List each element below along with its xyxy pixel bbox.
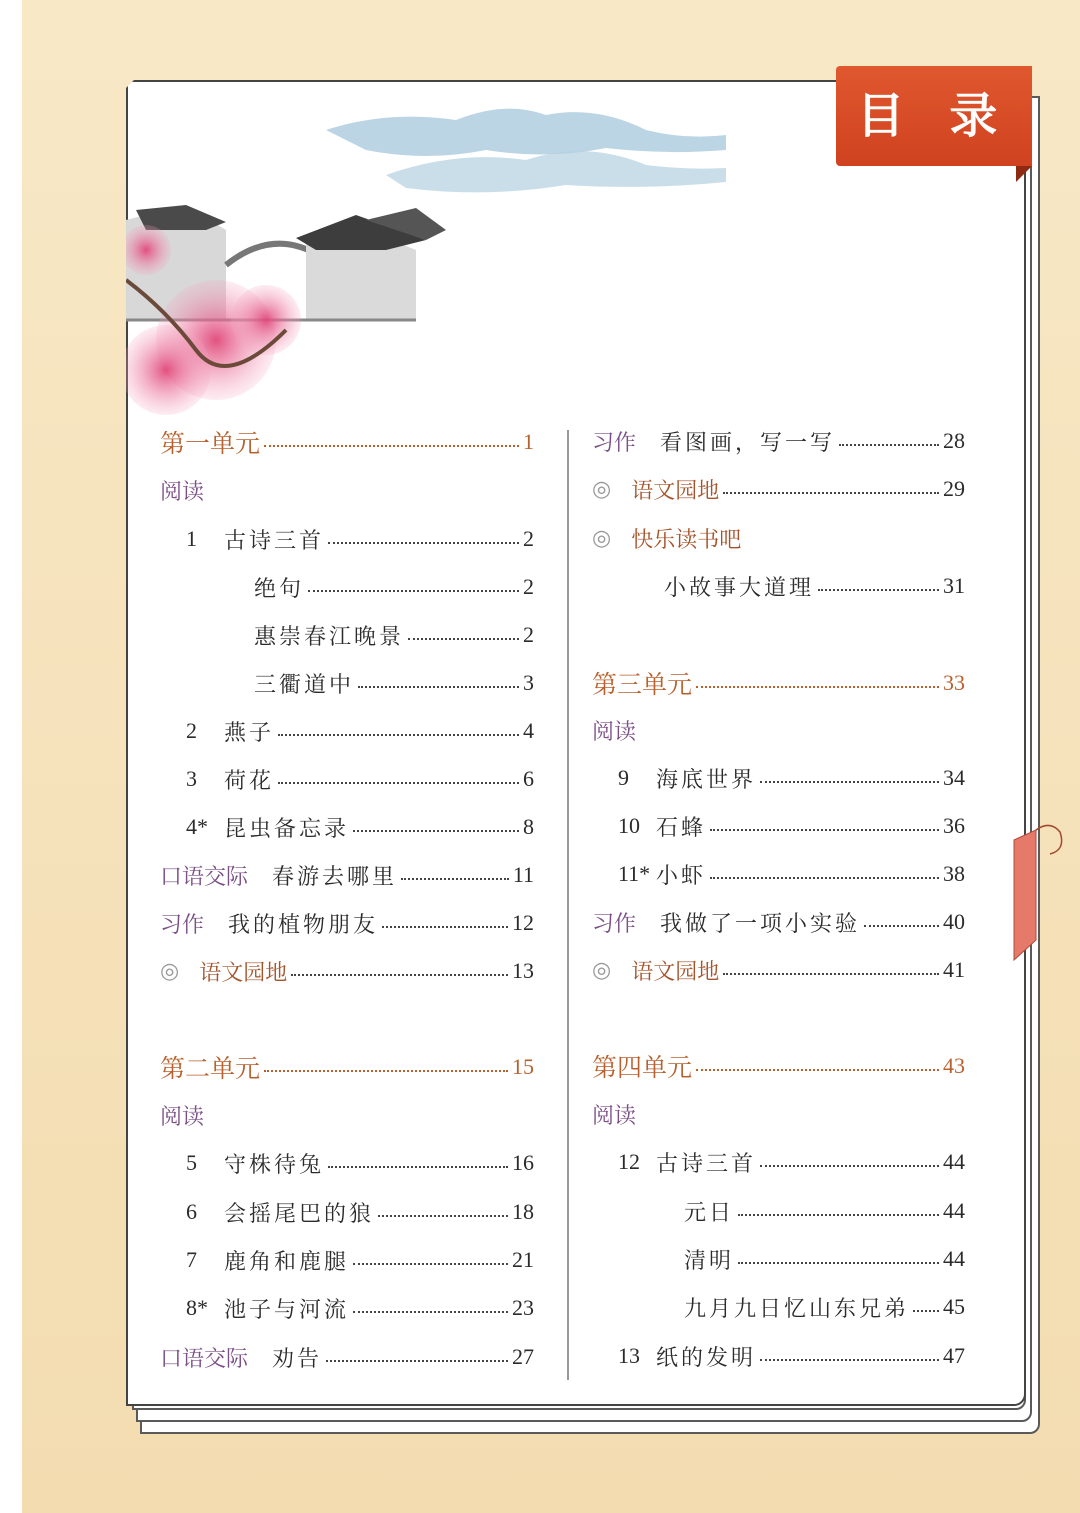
toc-row-unit[interactable] bbox=[160, 422, 534, 462]
entry-title: 看图画，写一写 bbox=[660, 430, 836, 456]
lesson-number: 10 bbox=[618, 813, 640, 838]
entry-title: 鹿角和鹿腿 bbox=[224, 1249, 350, 1275]
dot-leader bbox=[401, 878, 509, 880]
entry-title: 荷花 bbox=[224, 768, 275, 794]
page-number: 11 bbox=[512, 862, 534, 887]
dot-leader bbox=[353, 1311, 508, 1313]
toc-row-lesson[interactable] bbox=[618, 1336, 965, 1376]
page-number: 6 bbox=[523, 766, 534, 791]
dot-leader bbox=[278, 782, 519, 784]
page-number: 15 bbox=[512, 1054, 534, 1079]
landscape-painting bbox=[126, 90, 766, 420]
page-number: 4 bbox=[523, 718, 534, 743]
toc-row-sub[interactable] bbox=[254, 615, 534, 655]
section-label: 阅读 bbox=[160, 479, 205, 505]
page-number: 21 bbox=[512, 1247, 534, 1272]
toc-row-lesson[interactable] bbox=[186, 711, 534, 751]
toc-row-lesson[interactable] bbox=[186, 807, 534, 847]
page-number: 47 bbox=[943, 1343, 965, 1368]
toc-row-section[interactable] bbox=[592, 710, 965, 750]
entry-title: 小故事大道理 bbox=[664, 575, 815, 601]
toc-row-lesson[interactable] bbox=[186, 1288, 534, 1328]
entry-title: 绝句 bbox=[254, 576, 305, 602]
dot-leader bbox=[264, 1070, 508, 1072]
dot-leader bbox=[378, 1215, 508, 1217]
page-number: 40 bbox=[943, 909, 965, 934]
lesson-number: 12 bbox=[618, 1149, 640, 1174]
activity-tag: 口语交际 bbox=[160, 864, 249, 890]
lesson-number: 11* bbox=[618, 861, 651, 886]
dot-leader bbox=[408, 638, 519, 640]
entry-title: 劝告 bbox=[272, 1346, 323, 1372]
toc-row-sub[interactable] bbox=[254, 567, 534, 607]
toc-row-lesson[interactable] bbox=[618, 806, 965, 846]
section-label: 阅读 bbox=[592, 1103, 637, 1129]
toc-row-lesson[interactable] bbox=[186, 1192, 534, 1232]
toc-row-garden[interactable] bbox=[592, 950, 965, 990]
section-label: 阅读 bbox=[592, 719, 637, 745]
dot-leader bbox=[353, 830, 519, 832]
dot-leader bbox=[760, 781, 939, 783]
bookmark-ribbon bbox=[1010, 820, 1070, 970]
dot-leader bbox=[328, 542, 519, 544]
page-number: 31 bbox=[943, 573, 965, 598]
entry-title: 小虾 bbox=[656, 863, 707, 889]
toc-row-lesson[interactable] bbox=[186, 759, 534, 799]
toc-row-lesson[interactable] bbox=[186, 1143, 534, 1183]
dot-leader bbox=[710, 877, 939, 879]
lesson-number: 6 bbox=[186, 1199, 197, 1224]
toc-row-lesson[interactable] bbox=[618, 854, 965, 894]
dot-leader bbox=[278, 734, 519, 736]
page-number: 44 bbox=[943, 1198, 965, 1223]
scan-margin bbox=[0, 0, 22, 1513]
toc-row-activity[interactable] bbox=[160, 903, 534, 943]
dot-leader bbox=[696, 686, 939, 688]
page-number: 12 bbox=[512, 910, 534, 935]
toc-row-activity[interactable] bbox=[160, 855, 534, 895]
page-number: 33 bbox=[943, 670, 965, 695]
toc-row-activity[interactable] bbox=[592, 421, 965, 461]
toc-row-unit[interactable] bbox=[592, 663, 965, 703]
page-number: 38 bbox=[943, 861, 965, 886]
toc-row-activity[interactable] bbox=[592, 902, 965, 942]
activity-tag: 习作 bbox=[592, 430, 637, 456]
dot-leader bbox=[353, 1263, 508, 1265]
dot-leader bbox=[913, 1310, 939, 1312]
entry-title: 语文园地 bbox=[631, 478, 720, 504]
toc-row-activity[interactable] bbox=[160, 1337, 534, 1377]
entry-title: 第二单元 bbox=[160, 1054, 261, 1083]
entry-title: 昆虫备忘录 bbox=[224, 816, 350, 842]
lesson-number: 9 bbox=[618, 765, 629, 790]
dot-leader bbox=[328, 1166, 508, 1168]
page-number: 43 bbox=[943, 1053, 965, 1078]
entry-title: 语文园地 bbox=[199, 960, 288, 986]
entry-title: 海底世界 bbox=[656, 767, 757, 793]
dot-leader bbox=[696, 1069, 939, 1071]
dot-leader bbox=[358, 686, 519, 688]
page-number: 8 bbox=[523, 814, 534, 839]
entry-title: 我做了一项小实验 bbox=[660, 911, 861, 937]
dot-leader bbox=[710, 829, 939, 831]
lesson-number: 5 bbox=[186, 1150, 197, 1175]
dot-leader bbox=[738, 1262, 939, 1264]
circle-marker-icon: ◎ bbox=[160, 958, 180, 984]
dot-leader bbox=[723, 492, 939, 494]
entry-title: 第一单元 bbox=[160, 429, 261, 458]
column-divider bbox=[567, 430, 569, 1380]
toc-row-section[interactable] bbox=[160, 470, 534, 510]
activity-tag: 习作 bbox=[160, 912, 205, 938]
entry-title: 春游去哪里 bbox=[272, 864, 398, 890]
page-number: 1 bbox=[523, 429, 534, 454]
toc-row-lesson[interactable] bbox=[618, 758, 965, 798]
lesson-number: 7 bbox=[186, 1247, 197, 1272]
entry-title: 古诗三首 bbox=[656, 1151, 757, 1177]
dot-leader bbox=[818, 589, 939, 591]
activity-tag: 习作 bbox=[592, 911, 637, 937]
lesson-number: 2 bbox=[186, 718, 197, 743]
page-number: 28 bbox=[943, 428, 965, 453]
entry-title: 快乐读书吧 bbox=[631, 527, 742, 553]
toc-row-section[interactable] bbox=[160, 1095, 534, 1135]
entry-title: 惠崇春江晚景 bbox=[254, 624, 405, 650]
toc-row-sub[interactable] bbox=[684, 1191, 965, 1231]
entry-title: 守株待兔 bbox=[224, 1152, 325, 1178]
dot-leader bbox=[864, 925, 939, 927]
entry-title: 第三单元 bbox=[592, 670, 693, 699]
lesson-number: 8* bbox=[186, 1295, 208, 1320]
page-number: 13 bbox=[512, 958, 534, 983]
entry-title: 池子与河流 bbox=[224, 1297, 350, 1323]
entry-title: 元日 bbox=[684, 1200, 735, 1226]
section-label: 阅读 bbox=[160, 1104, 205, 1130]
lesson-number: 3 bbox=[186, 766, 197, 791]
page-number: 23 bbox=[512, 1295, 534, 1320]
dot-leader bbox=[760, 1359, 939, 1361]
toc-row-sub[interactable] bbox=[684, 1239, 965, 1279]
toc-row-unit[interactable] bbox=[160, 1047, 534, 1087]
entry-title: 清明 bbox=[684, 1248, 735, 1274]
dot-leader bbox=[308, 590, 519, 592]
dot-leader bbox=[839, 444, 939, 446]
circle-marker-icon: ◎ bbox=[592, 476, 612, 502]
entry-title: 第四单元 bbox=[592, 1053, 693, 1082]
page-number: 16 bbox=[512, 1150, 534, 1175]
entry-title: 语文园地 bbox=[631, 959, 720, 985]
page-number: 18 bbox=[512, 1199, 534, 1224]
entry-title: 燕子 bbox=[224, 720, 275, 746]
toc-title: 目 录 bbox=[856, 88, 1012, 144]
entry-title: 古诗三首 bbox=[224, 528, 325, 554]
toc-row-section[interactable] bbox=[592, 1094, 965, 1134]
dot-leader bbox=[326, 1360, 508, 1362]
page-number: 2 bbox=[523, 622, 534, 647]
page-number: 41 bbox=[943, 957, 965, 982]
page-number: 2 bbox=[523, 526, 534, 551]
toc-title-tab bbox=[836, 66, 1032, 166]
page-number: 36 bbox=[943, 813, 965, 838]
toc-row-garden[interactable] bbox=[592, 518, 965, 558]
toc-row-unit[interactable] bbox=[592, 1046, 965, 1086]
dot-leader bbox=[382, 926, 508, 928]
activity-tag: 口语交际 bbox=[160, 1346, 249, 1372]
entry-title: 三衢道中 bbox=[254, 672, 355, 698]
page-number: 44 bbox=[943, 1149, 965, 1174]
toc-row-garden[interactable] bbox=[160, 951, 534, 991]
circle-marker-icon: ◎ bbox=[592, 525, 612, 551]
toc-row-lesson[interactable] bbox=[186, 1240, 534, 1280]
dot-leader bbox=[760, 1165, 939, 1167]
page-number: 45 bbox=[943, 1294, 965, 1319]
page-number: 3 bbox=[523, 670, 534, 695]
page-number: 27 bbox=[512, 1344, 534, 1369]
page-number: 2 bbox=[523, 574, 534, 599]
lesson-number: 4* bbox=[186, 814, 208, 839]
toc-row-sub[interactable] bbox=[684, 1287, 965, 1327]
toc-row-lesson[interactable] bbox=[186, 519, 534, 559]
dot-leader bbox=[723, 973, 939, 975]
circle-marker-icon: ◎ bbox=[592, 957, 612, 983]
toc-row-lesson[interactable] bbox=[618, 1142, 965, 1182]
dot-leader bbox=[291, 974, 508, 976]
entry-title: 会摇尾巴的狼 bbox=[224, 1201, 375, 1227]
toc-row-sub[interactable] bbox=[254, 663, 534, 703]
entry-title: 石蜂 bbox=[656, 815, 707, 841]
lesson-number: 13 bbox=[618, 1343, 640, 1368]
lesson-number: 1 bbox=[186, 526, 197, 551]
entry-title: 九月九日忆山东兄弟 bbox=[684, 1296, 910, 1322]
entry-title: 纸的发明 bbox=[656, 1345, 757, 1371]
toc-row-garden[interactable] bbox=[592, 469, 965, 509]
page-number: 44 bbox=[943, 1246, 965, 1271]
entry-title: 我的植物朋友 bbox=[228, 912, 379, 938]
page-number: 29 bbox=[943, 476, 965, 501]
dot-leader bbox=[738, 1214, 939, 1216]
toc-row-sub[interactable] bbox=[664, 566, 965, 606]
page-number: 34 bbox=[943, 765, 965, 790]
dot-leader bbox=[264, 445, 519, 447]
